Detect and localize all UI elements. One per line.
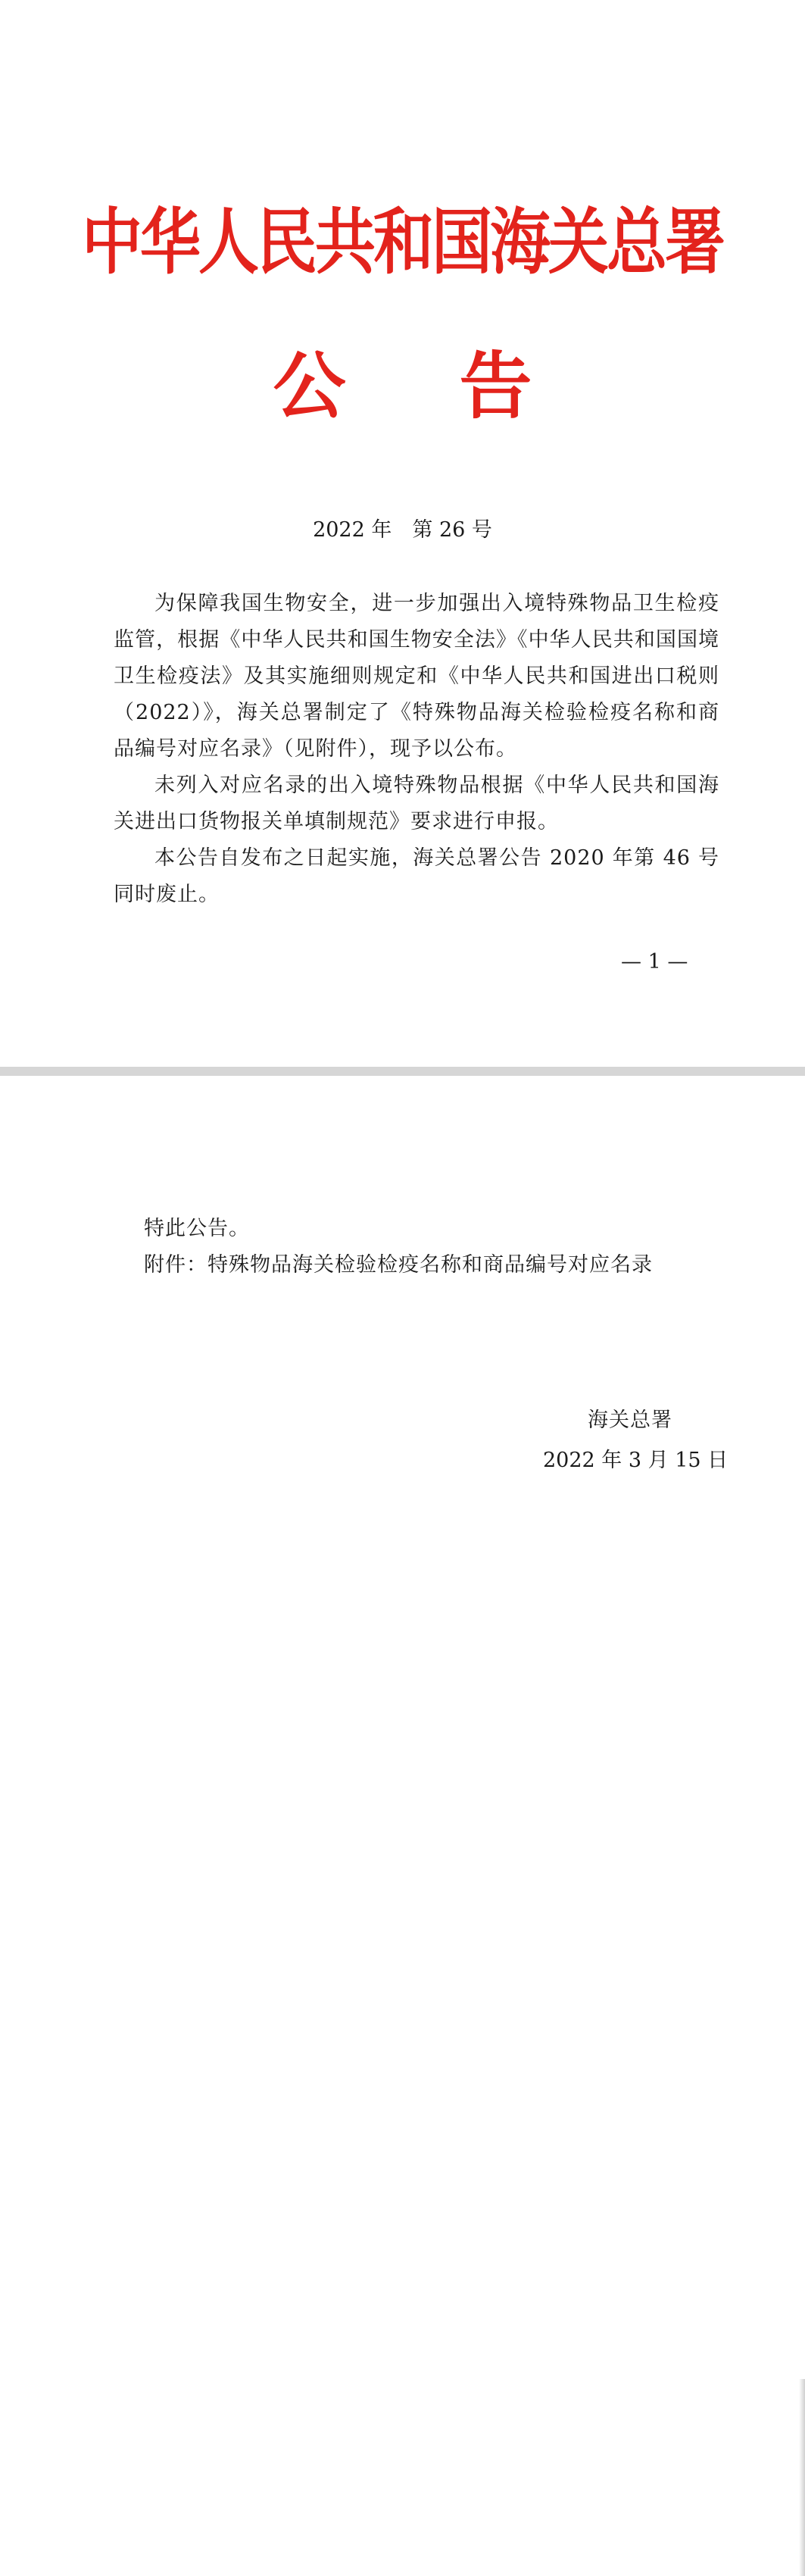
scroll-edge <box>799 2379 805 2576</box>
attachment-line: 附件：特殊物品海关检验检疫名称和商品编号对应名录 <box>144 1253 653 1277</box>
agency-masthead: 中华人民共和国海关总署 <box>82 200 723 284</box>
page-separator <box>0 1067 805 1076</box>
document-number: 2022 年 第 26 号 <box>313 518 492 542</box>
issuer-name: 海关总署 <box>588 1408 672 1432</box>
issue-date: 2022 年 3 月 15 日 <box>543 1449 729 1472</box>
closing-block <box>144 1211 653 1283</box>
page-number: — 1 — <box>621 950 688 974</box>
document-page-2 <box>0 1076 805 1637</box>
body-paragraph: 未列入对应名录的出入境特殊物品根据《中华人民共和国海关进出口货物报关单填制规范》要求进行申报。 <box>114 774 719 833</box>
special-notice-line: 特此公告。 <box>144 1217 250 1240</box>
document-page-1 <box>0 0 805 1067</box>
notice-title: 公告 <box>273 344 646 429</box>
body-paragraph: 本公告自发布之日起实施，海关总署公告 2020 年第 46 号同时废止。 <box>114 846 719 906</box>
body-paragraph: 为保障我国生物安全，进一步加强出入境特殊物品卫生检疫监管，根据《中华人民共和国生物安全法》《中华人民共和国国境卫生检疫法》及其实施细则规定和《中华人民共和国进出口税则（2022）》，海关总署制定了《特殊物品海关检验检疫名称和商品编号对应名录》（见附件），现予以公布。 <box>114 592 719 761</box>
notice-body <box>114 586 719 913</box>
